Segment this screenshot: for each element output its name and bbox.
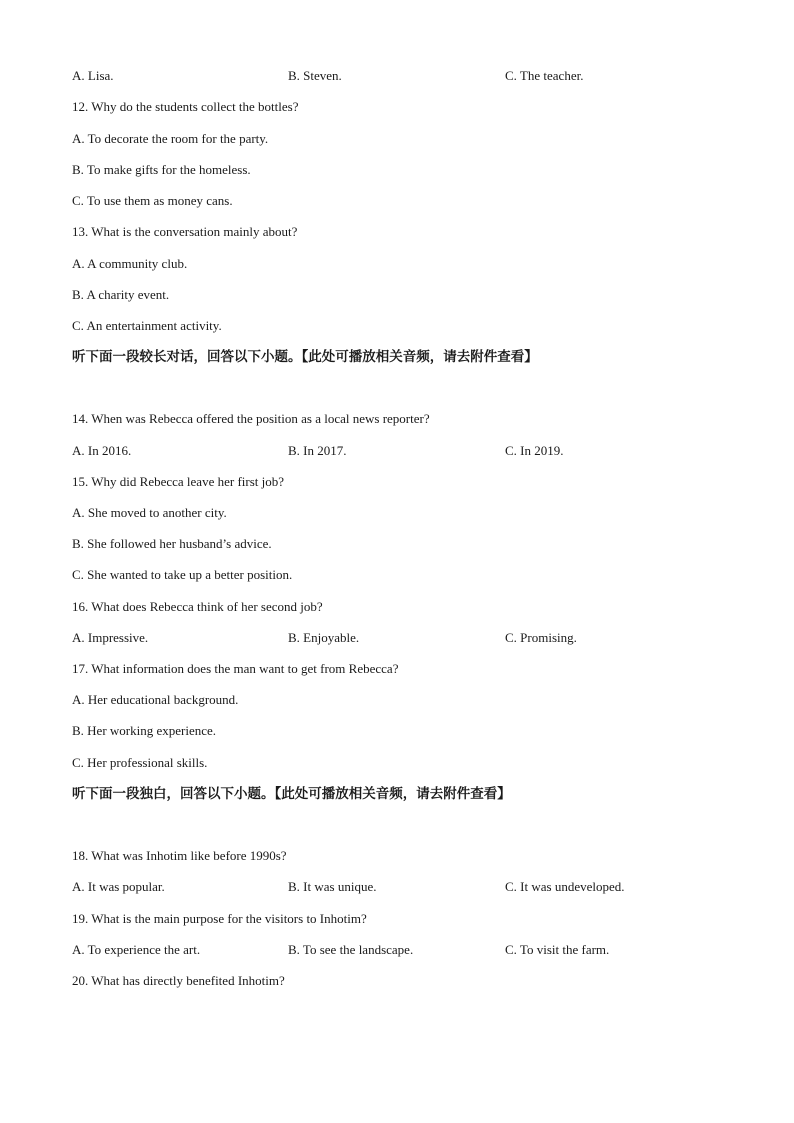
q16-question: 16. What does Rebecca think of her second job? [72, 599, 323, 614]
q12-option-c: C. To use them as money cans. [72, 193, 233, 208]
q19-options [72, 942, 722, 958]
q19-option-c: C. To visit the farm. [505, 942, 610, 957]
q15-option-a: A. She moved to another city. [72, 505, 227, 520]
q18-options [72, 879, 722, 895]
q19-option-a: A. To experience the art. [72, 942, 201, 957]
q15-option-c: C. She wanted to take up a better position. [72, 567, 293, 582]
q16-options [72, 630, 722, 646]
q13-option-a: A. A community club. [72, 256, 188, 271]
q12-option-a: A. To decorate the room for the party. [72, 131, 269, 146]
q13-option-b: B. A charity event. [72, 287, 170, 302]
q14-option-b: B. In 2017. [288, 443, 347, 458]
q19-option-b: B. To see the landscape. [288, 942, 414, 957]
q17-question: 17. What information does the man want to get from Rebecca? [72, 661, 399, 676]
q18-option-c: C. It was undeveloped. [505, 879, 625, 894]
q12-option-b: B. To make gifts for the homeless. [72, 162, 251, 177]
listening-instruction-dialogue: 听下面一段较长对话，回答以下小题。【此处可播放相关音频，请去附件查看】 [72, 349, 538, 365]
q12-question: 12. Why do the students collect the bottles? [72, 99, 299, 114]
q18-question: 18. What was Inhotim like before 1990s? [72, 848, 287, 863]
q11-options [72, 68, 722, 84]
q18-option-a: A. It was popular. [72, 879, 165, 894]
q11-option-b: B. Steven. [288, 68, 342, 83]
listening-instruction-monologue: 听下面一段独白，回答以下小题。【此处可播放相关音频，请去附件查看】 [72, 786, 511, 802]
q15-question: 15. Why did Rebecca leave her first job? [72, 474, 285, 489]
q16-option-a: A. Impressive. [72, 630, 149, 645]
q14-options [72, 443, 722, 459]
q15-option-b: B. She followed her husband’s advice. [72, 536, 272, 551]
q13-question: 13. What is the conversation mainly about? [72, 224, 298, 239]
q11-option-c: C. The teacher. [505, 68, 584, 83]
q11-option-a: A. Lisa. [72, 68, 114, 83]
q20-question: 20. What has directly benefited Inhotim? [72, 973, 285, 988]
q17-option-b: B. Her working experience. [72, 723, 217, 738]
q17-option-c: C. Her professional skills. [72, 755, 208, 770]
q14-option-c: C. In 2019. [505, 443, 564, 458]
q16-option-b: B. Enjoyable. [288, 630, 360, 645]
q19-question: 19. What is the main purpose for the visitors to Inhotim? [72, 911, 367, 926]
q13-option-c: C. An entertainment activity. [72, 318, 222, 333]
q14-question: 14. When was Rebecca offered the position as a local news reporter? [72, 411, 430, 426]
q17-option-a: A. Her educational background. [72, 692, 239, 707]
q14-option-a: A. In 2016. [72, 443, 132, 458]
q18-option-b: B. It was unique. [288, 879, 377, 894]
q16-option-c: C. Promising. [505, 630, 577, 645]
